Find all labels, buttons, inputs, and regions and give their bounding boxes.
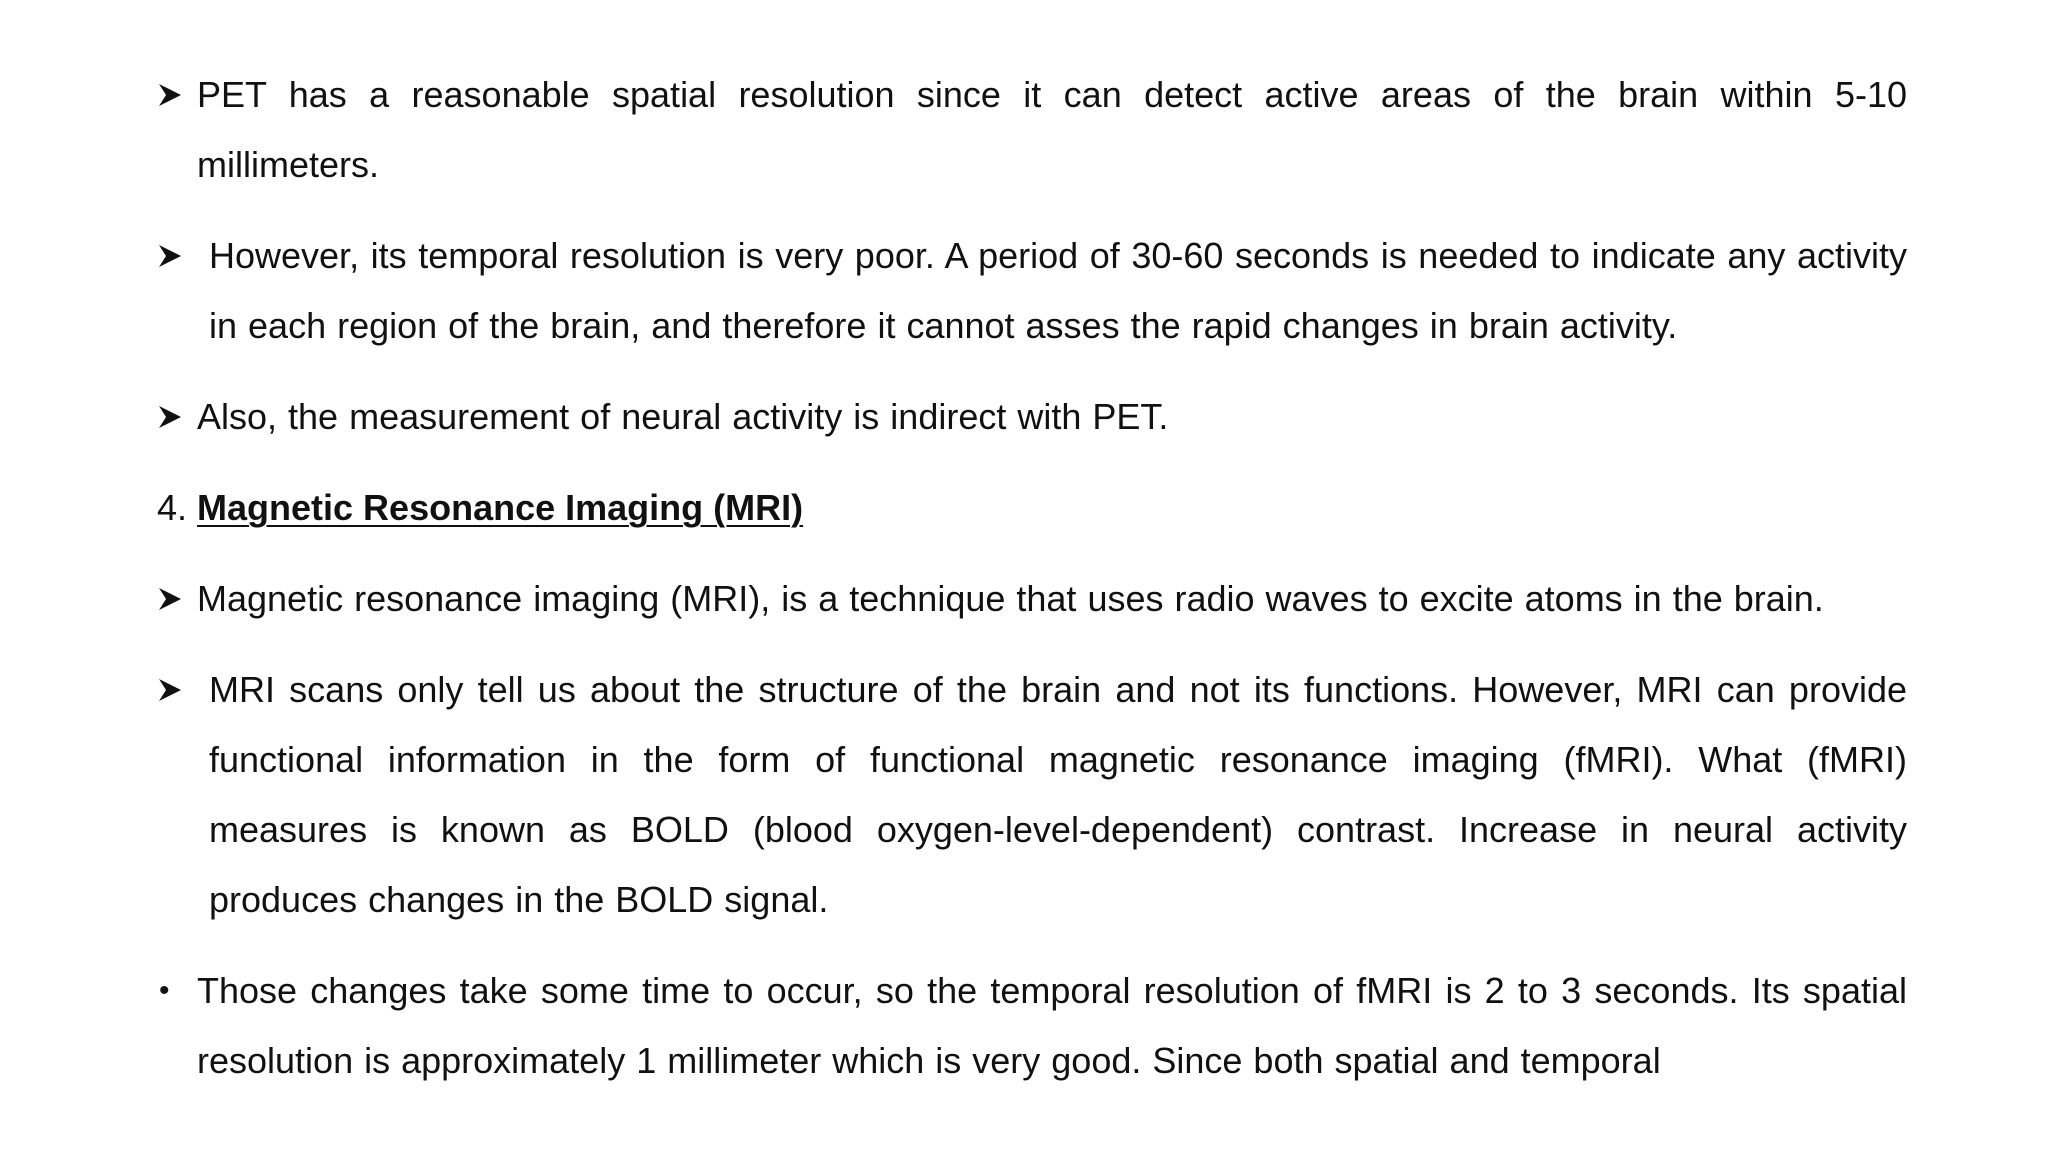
arrowhead-bullet-icon xyxy=(157,655,197,725)
list-item-text: However, its temporal resolution is very poor. A period of 30-60 seconds is needed to indicate any activity in each region of the brain, and therefore it cannot asses the rapid changes in brain activity. xyxy=(209,235,1907,346)
list-item-fmri-resolution xyxy=(157,956,1907,1096)
list-item-pet-indirect xyxy=(157,382,1907,452)
section-heading xyxy=(157,473,1907,543)
list-item-pet-spatial xyxy=(157,60,1907,200)
arrowhead-bullet-icon xyxy=(157,564,197,634)
list-item-text: Those changes take some time to occur, so the temporal resolution of fMRI is 2 to 3 seconds. Its spatial resolution is approximately 1 millimeter which is very good. Since both spatial and temporal xyxy=(197,970,1907,1081)
list-item-text: PET has a reasonable spatial resolution since it can detect active areas of the brain within 5-10 millimeters. xyxy=(197,74,1907,185)
list-item-mri-definition xyxy=(157,564,1907,634)
section-number: 4. xyxy=(157,487,188,528)
arrowhead-bullet-icon xyxy=(157,382,197,452)
list-item-text: MRI scans only tell us about the structure of the brain and not its functions. However, MRI can provide functional information in the form of functional magnetic resonance imaging (fMRI). What (fMRI) measures is known as BOLD (blood oxygen-level-dependent) contrast. Increase in neural activity produces changes in the BOLD signal. xyxy=(209,669,1907,920)
section-title: Magnetic Resonance Imaging (MRI) xyxy=(197,487,804,528)
list-item-mri-fmri xyxy=(157,655,1907,935)
arrowhead-bullet-icon xyxy=(157,60,197,130)
arrowhead-bullet-icon xyxy=(157,221,197,291)
list-item-pet-temporal xyxy=(157,221,1907,361)
list-item-text: Magnetic resonance imaging (MRI), is a technique that uses radio waves to excite atoms in the brain. xyxy=(197,578,1824,619)
bullet-dot-icon: • xyxy=(159,974,170,1007)
list-item-text: Also, the measurement of neural activity is indirect with PET. xyxy=(197,396,1169,437)
document-body xyxy=(157,60,1907,1117)
